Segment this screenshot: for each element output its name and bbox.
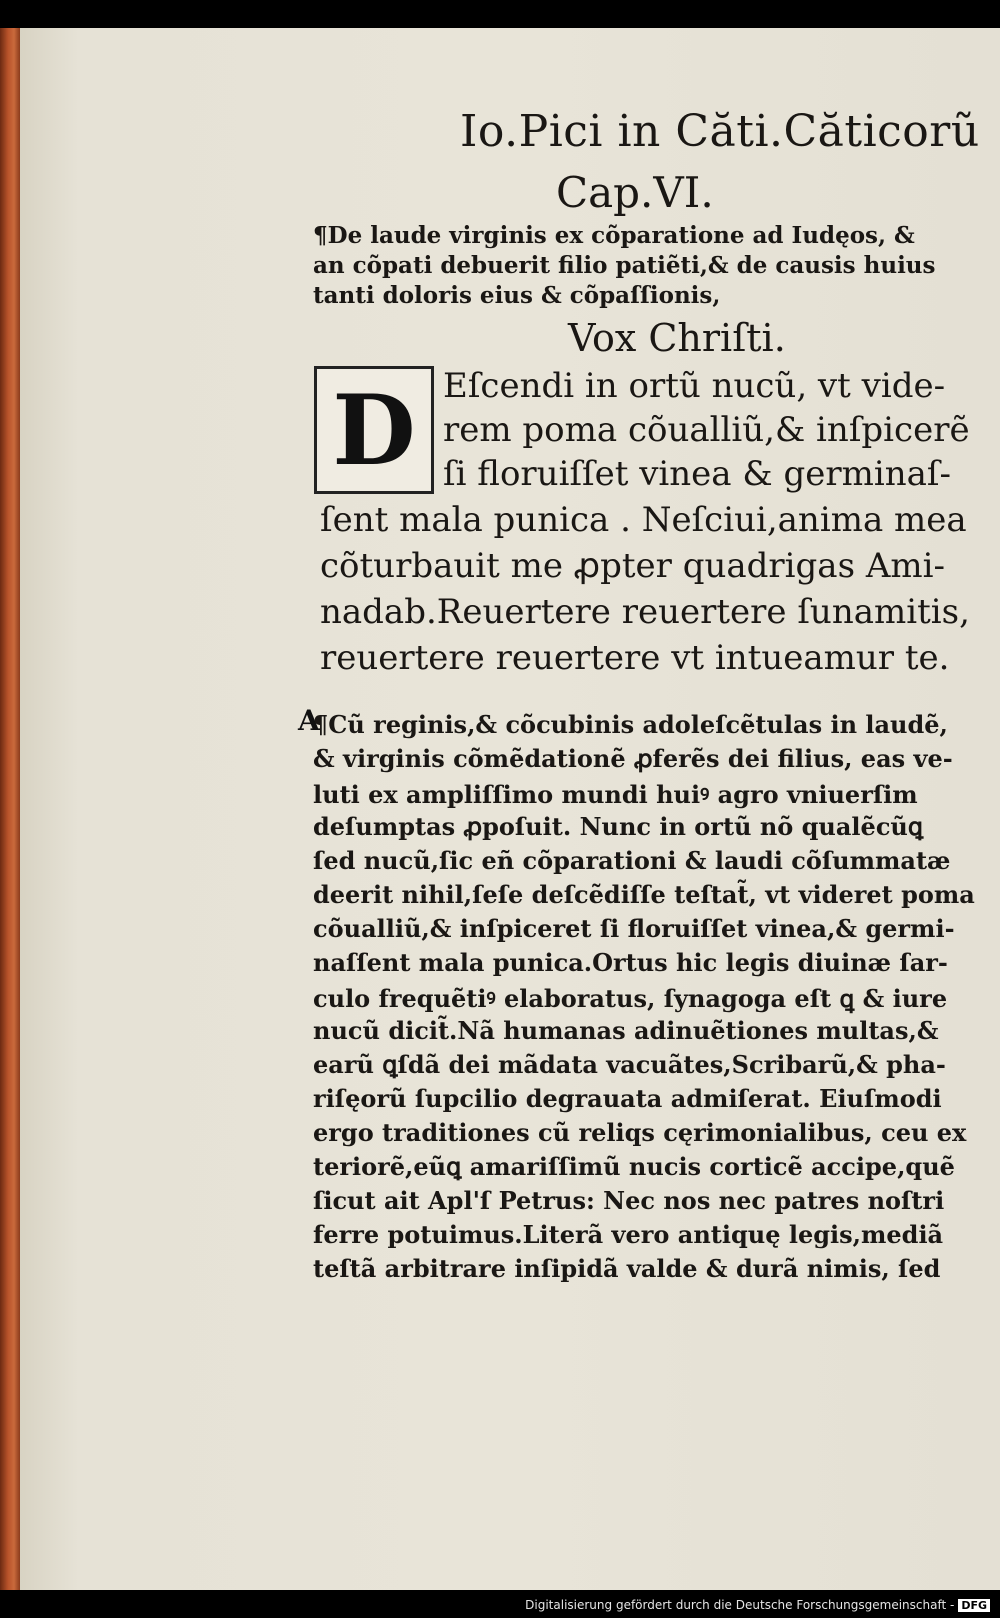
body-line: cõualliũ,& inſpiceret ſi floruiſſet vinea,& germi- [313,914,955,943]
body-line: earũ ꝗſdã dei mãdata vacuãtes,Scribarũ,& pha- [313,1050,946,1079]
body-line: riſęorũ ſupcilio degrauata admiſerat. Eiuſmodi [313,1084,942,1113]
body-line: ſed nucũ,ſic eñ cõparationi & laudi cõſummatæ [313,846,951,875]
footer-text: Digitalisierung gefördert durch die Deutsche Forschungsgemeinschaft - [525,1598,955,1612]
book-page [20,28,1000,1590]
verse-line: Eſcendi in ortũ nucũ, vt vide- [443,366,946,406]
dfg-badge: DFG [958,1599,990,1612]
body-line: ¶Cũ reginis,& cõcubinis adoleſcẽtulas in laudẽ, [313,710,948,739]
initial-letter: D [332,373,416,487]
verse-line: nadab.Reuertere reuertere ſunamitis, [320,592,970,632]
body-line: naſſent mala punica.Ortus hic legis diuinæ ſar- [313,948,948,977]
marginal-letter: A [298,704,320,737]
body-line: teſtã arbitrare inſipidã valde & durã nimis, ſed [313,1254,941,1283]
body-line: ſicut ait Apl'ſ Petrus: Nec nos nec patres noſtri [313,1186,945,1215]
body-line: luti ex ampliſſimo mundi huiꝰ agro vniuerſim [313,780,918,809]
book-spine-edge [0,28,20,1590]
body-line: deſumptas ꝓpoſuit. Nunc in ortũ nõ qualẽcũꝗ [313,812,924,841]
vox-heading: Vox Chriſti. [568,316,786,360]
body-line: culo frequẽtiꝰ elaboratus, ſynagoga eſt ꝗ & iure [313,984,948,1013]
page-text-area [20,28,1000,1590]
verse-line: cõturbauit me ꝓpter quadrigas Ami- [320,546,945,586]
rubric-line: an cõpati debuerit filio patiẽti,& de causis huius [313,252,936,279]
body-line: deerit nihil,ſeſe deſcẽdiſſe teſtat̃, vt videret poma [313,880,975,909]
body-line: ferre potuimus.Literã vero antiquę legis,mediã [313,1220,944,1249]
verse-line: ſent mala punica . Neſciui,anima mea [320,500,967,540]
decorated-initial [314,366,434,494]
rubric-line: ¶De laude virginis ex cõparatione ad Iudęos, & [313,222,915,249]
body-line: teriorẽ,eũꝗ amariſſimũ nucis corticẽ accipe,quẽ [313,1152,955,1181]
rubric-line: tanti doloris eius & cõpaſſionis, [313,282,721,309]
body-line: ergo traditiones cũ reliqs cęrimonialibus, ceu ex [313,1118,967,1147]
footer-credit [525,1598,990,1612]
verse-line: ſi floruiſſet vinea & germinaſ- [443,454,951,494]
body-line: & virginis cõmẽdationẽ ꝓferẽs dei filius, eas ve- [313,744,953,773]
running-head: Io.Pici in Căti.Căticorũ [460,106,980,157]
body-line: nucũ dicit̃.Nã humanas adinuẽtiones multas,& [313,1016,939,1045]
chapter-heading: Cap.VI. [556,168,714,217]
verse-line: rem poma cõualliũ,& inſpicerẽ [443,410,970,450]
verse-line: reuertere reuertere vt intueamur te. [320,638,950,678]
